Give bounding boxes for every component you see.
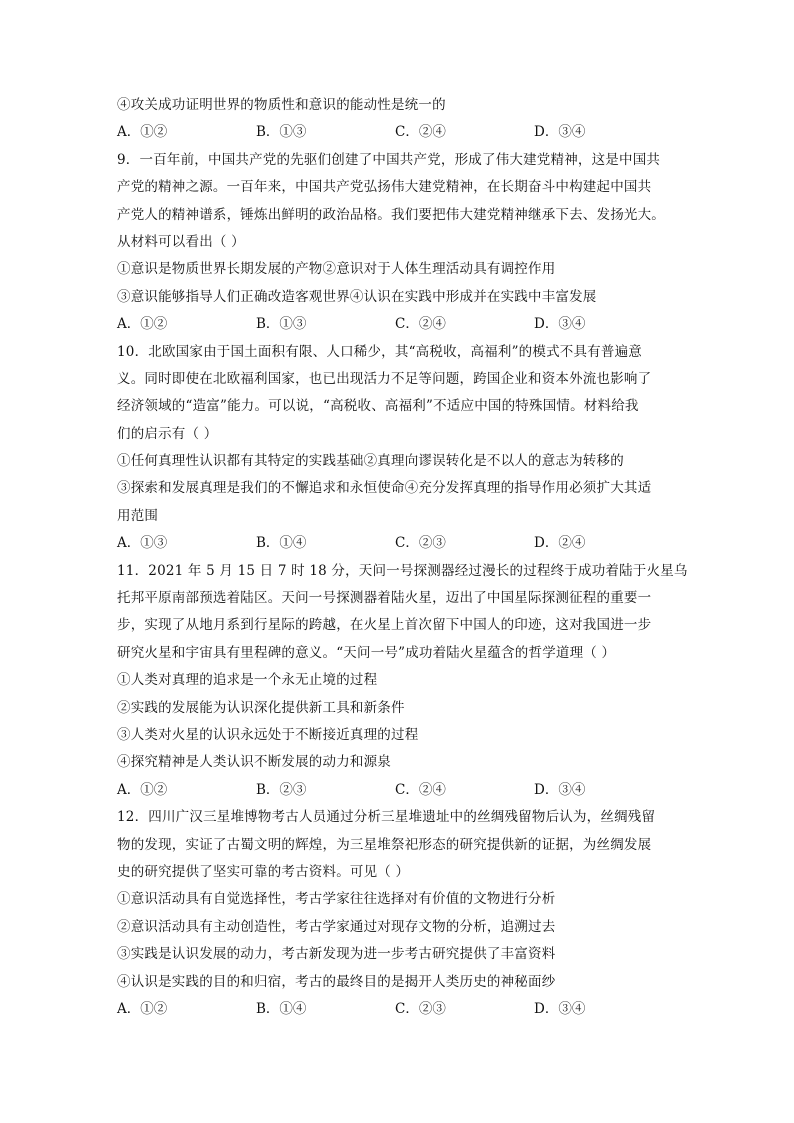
q11-line-8: ④探究精神是人类认识不断发展的动力和源泉 (117, 754, 391, 771)
q10-line-2: 义。同时即使在北欧福利国家，也已出现活力不足等问题，跨国企业和资本外流也影响了 (117, 370, 652, 387)
q10-option-d[interactable]: D．②④ (534, 535, 586, 552)
q12-option-c[interactable]: C．②③ (395, 1000, 446, 1017)
q8-statement-4: ④攻关成功证明世界的物质性和意识的能动性是统一的 (117, 97, 446, 113)
q10-option-c[interactable]: C．②③ (395, 535, 446, 552)
q11-option-a[interactable]: A．①② (117, 781, 168, 798)
q12-line-6: ③实践是认识发展的动力，考古新发现为进一步考古研究提供了丰富资料 (117, 946, 556, 963)
exam-page (117, 92, 688, 1023)
q11-option-b[interactable]: B．②③ (256, 781, 307, 798)
q11-line-7: ③人类对火星的认识永远处于不断接近真理的过程 (117, 726, 419, 743)
q9-option-c[interactable]: C．②④ (395, 316, 446, 333)
q12-line-3: 史的研究提供了坚实可靠的考古资料。可见（ ） (117, 863, 410, 880)
q12-option-d[interactable]: D．③④ (534, 1000, 586, 1017)
q11-option-c[interactable]: C．②④ (395, 781, 446, 798)
q11-option-d[interactable]: D．③④ (534, 781, 586, 798)
q12-line-1: 12．四川广汉三星堆博物考古人员通过分析三星堆遗址中的丝绸残留物后认为，丝绸残留 (117, 809, 656, 826)
q9-option-a[interactable]: A．①② (117, 316, 168, 333)
q11-line-2: 托邦平原南部预选着陆区。天问一号探测器着陆火星，迈出了中国星际探测征程的重要一 (117, 590, 652, 607)
q12-line-4: ①意识活动具有自觉选择性，考古学家往往选择对有价值的文物进行分析 (117, 891, 556, 908)
q9-option-d[interactable]: D．③④ (534, 316, 586, 333)
q10-line-7: 用范围 (117, 507, 159, 524)
q11-line-4: 研究火星和宇宙具有里程碑的意义。“天问一号”成功着陆火星蕴含的哲学道理（ ） (117, 644, 616, 661)
q8-option-a[interactable]: A．①② (117, 124, 168, 141)
q12-line-5: ②意识活动具有主动创造性，考古学家通过对现存文物的分析，追溯过去 (117, 918, 556, 935)
q9-line-5: ①意识是物质世界长期发展的产物②意识对于人体生理活动具有调控作用 (117, 261, 556, 278)
q9-line-2: 产党的精神之源。一百年来，中国共产党弘扬伟大建党精神，在长期奋斗中构建起中国共 (117, 179, 652, 196)
q11-line-1: 11．2021 年 5 月 15 日 7 时 18 分，天问一号探测器经过漫长的过程终于成功着陆于火星乌 (117, 562, 688, 579)
q10-option-a[interactable]: A．①③ (117, 535, 168, 552)
q8-option-d[interactable]: D．③④ (534, 124, 586, 141)
q12-option-a[interactable]: A．①② (117, 1000, 168, 1017)
q10-line-5: ①任何真理性认识都有其特定的实践基础②真理向谬误转化是不以人的意志为转移的 (117, 453, 624, 470)
q11-options (117, 777, 679, 804)
q8-options (117, 119, 679, 146)
q12-line-2: 物的发现，实证了古蜀文明的辉煌，为三星堆祭祀形态的研究提供新的证据，为丝绸发展 (117, 836, 652, 853)
q10-line-3: 经济领域的“造富”能力。可以说，“高税收、高福利”不适应中国的特殊国情。材料给我 (117, 398, 639, 415)
q10-option-b[interactable]: B．①④ (256, 535, 307, 552)
q8-option-b[interactable]: B．①③ (256, 124, 307, 141)
q12-options (117, 996, 679, 1023)
q9-line-4: 从材料可以看出（ ） (117, 233, 245, 250)
q10-line-6: ③探索和发展真理是我们的不懈追求和永恒使命④充分发挥真理的指导作用必须扩大其适 (117, 480, 652, 497)
q9-option-b[interactable]: B．①③ (256, 316, 307, 333)
q9-options (117, 311, 679, 338)
q9-line-3: 产党人的精神谱系，锤炼出鲜明的政治品格。我们要把伟大建党精神继承下去、发扬光大。 (117, 206, 665, 223)
q10-line-4: 们的启示有（ ） (117, 425, 218, 442)
q10-line-1: 10．北欧国家由于国土面积有限、人口稀少，其“高税收，高福利”的模式不具有普遍意 (117, 343, 642, 360)
q8-option-c[interactable]: C．②④ (395, 124, 446, 141)
q11-line-6: ②实践的发展能为认识深化提供新工具和新条件 (117, 699, 405, 716)
q11-line-5: ①人类对真理的追求是一个永无止境的过程 (117, 672, 378, 689)
q12-option-b[interactable]: B．①④ (256, 1000, 307, 1017)
q9-line-1: 9．一百年前，中国共产党的先驱们创建了中国共产党，形成了伟大建党精神，这是中国共 (117, 151, 661, 168)
q10-options (117, 530, 679, 557)
q9-line-6: ③意识能够指导人们正确改造客观世界④认识在实践中形成并在实践中丰富发展 (117, 288, 597, 305)
q11-line-3: 步，实现了从地月系到行星际的跨越，在火星上首次留下中国人的印迹，这对我国进一步 (117, 617, 652, 634)
q12-line-7: ④认识是实践的目的和归宿，考古的最终目的是揭开人类历史的神秘面纱 (117, 973, 556, 990)
